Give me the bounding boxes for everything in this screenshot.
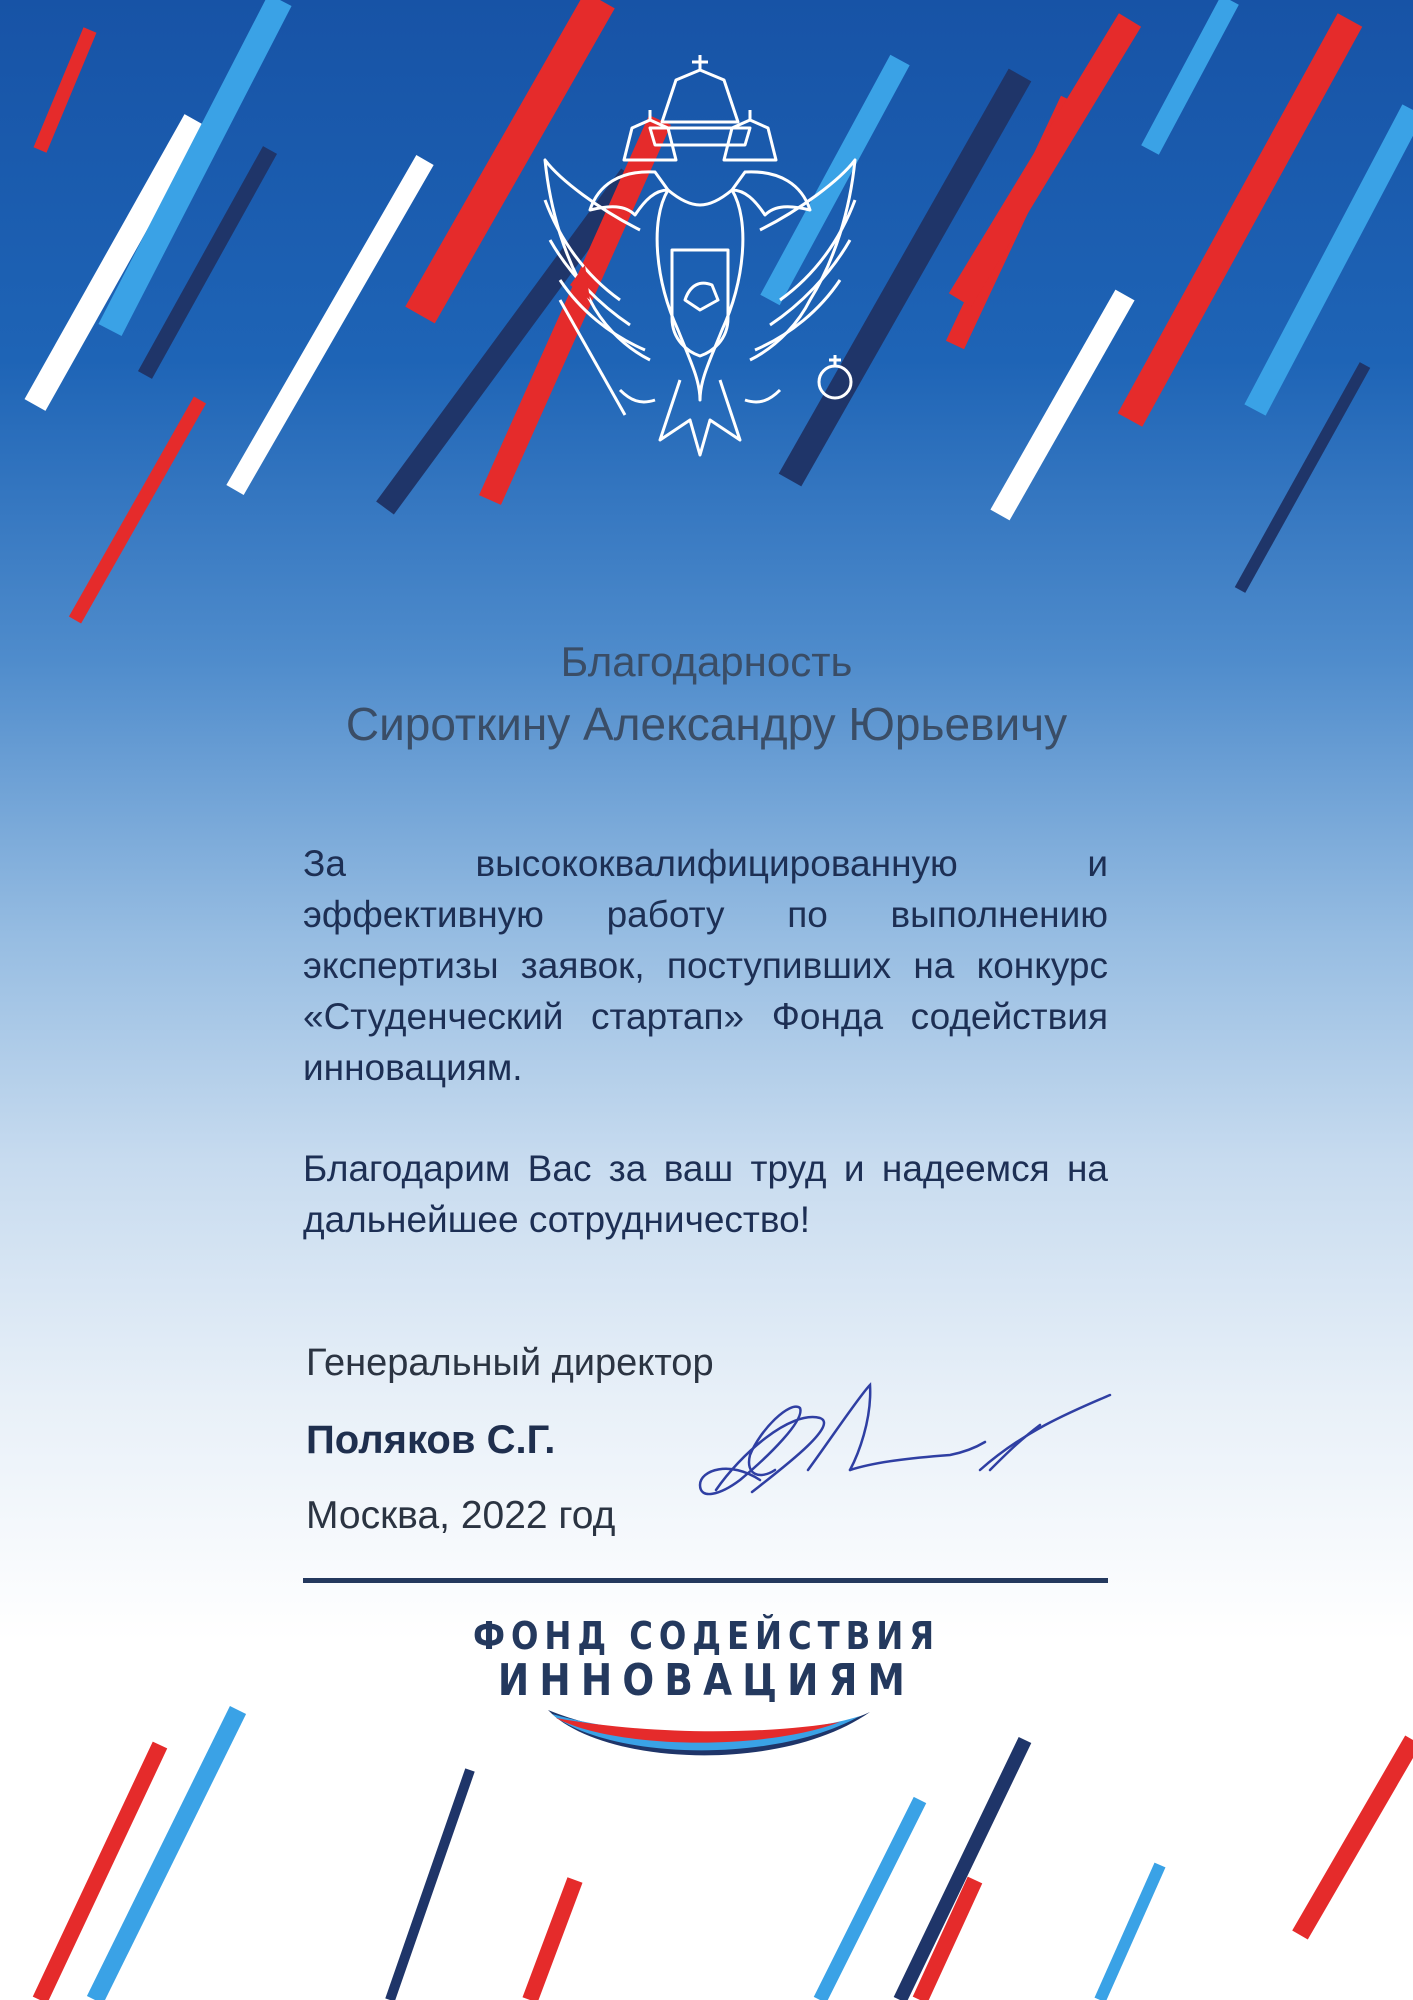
gratitude-paragraph: За высококвалифицированную и эффективную работу по выполнению экспертизы заявок, поступивших на конкурс «Студенческий стартап» Фонда содействия инновациям.	[303, 843, 1108, 1088]
signatory-name: Поляков С.Г.	[306, 1418, 556, 1462]
recipient-name: Сироткину Александру Юрьевичу	[345, 698, 1068, 750]
place-and-year: Москва, 2022 год	[306, 1494, 616, 1537]
document-title: Благодарность	[560, 638, 853, 685]
foundation-logo-line-2: ИННОВАЦИЯМ	[497, 1655, 916, 1706]
foundation-logo-line-1: ФОНД СОДЕЙСТВИЯ	[472, 1614, 941, 1658]
closing-paragraph: Благодарим Вас за ваш труд и надеемся на дальнейшее сотрудничество!	[303, 1148, 1108, 1240]
signatory-position: Генеральный директор	[306, 1342, 714, 1384]
